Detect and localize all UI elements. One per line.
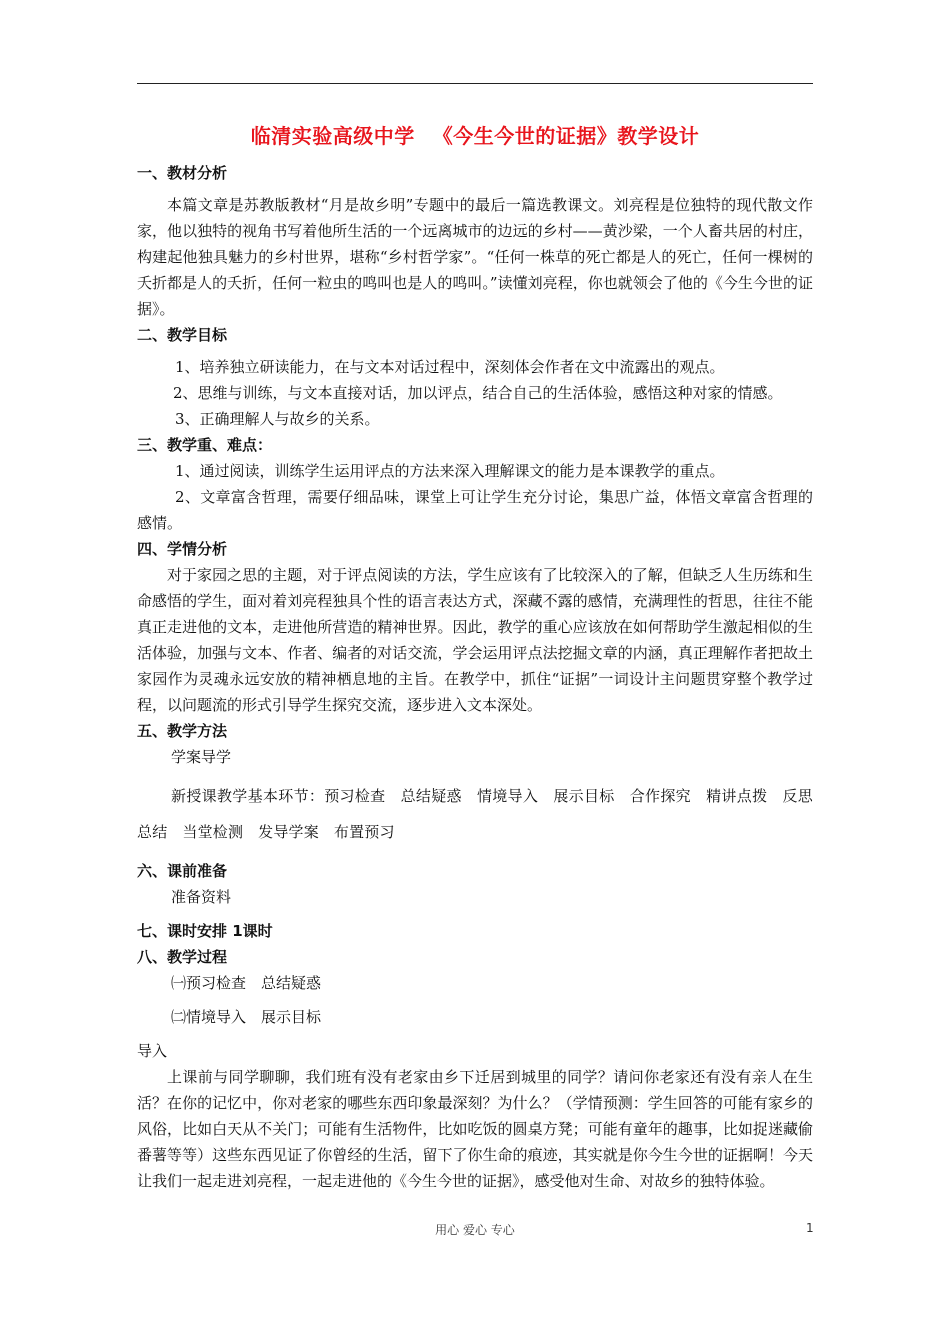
title-course: 《今生今世的证据》教学设计 [432,124,700,148]
objective-item-3: 3、正确理解人与故乡的关系。 [175,410,380,428]
process-step-1: ㈠预习检查 总结疑惑 [171,974,322,992]
section-heading-7: 七、课时安排 1课时 [137,922,273,940]
preparation-text: 准备资料 [171,888,232,906]
section-heading-6: 六、课前准备 [137,862,228,880]
section-heading-2: 二、教学目标 [137,326,228,344]
teaching-method: 学案导学 [171,748,232,766]
document-body [137,160,813,1194]
objective-item-2: 2、思维与训练，与文本直接对话，加以评点，结合自己的生活体验，感悟这种对家的情感。 [173,384,783,402]
lesson-steps: 新授课教学基本环节：预习检查 总结疑惑 情境导入 展示目标 合作探究 精讲点拨 反思总结 当堂检测 发导学案 布置预习 [137,787,813,841]
section-heading-8: 八、教学过程 [137,948,228,966]
objective-item-1: 1、培养独立研读能力，在与文本对话过程中，深刻体会作者在文中流露出的观点。 [175,358,725,376]
header-rule [137,83,813,84]
intro-paragraph: 上课前与同学聊聊，我们班有没有老家由乡下迁居到城里的同学？请问你老家还有没有亲人在生活？在你的记忆中，你对老家的哪些东西印象最深刻？为什么？（学情预测：学生回答的可能有家乡的风俗，比如白天从不关门；可能有生活物件，比如吃饭的圆桌方凳；可能有童年的趣事，比如捉迷藏偷番薯等等）这些东西见证了你曾经的生活，留下了你生命的痕迹，其实就是你今生今世的证据啊！今天让我们一起走进刘亮程，一起走进他的《今生今世的证据》，感受他对生命、对故乡的独特体验。 [137,1068,813,1190]
footer-motto: 用心 爱心 专心 [435,1223,515,1237]
section-heading-4: 四、学情分析 [137,540,228,558]
process-step-2: ㈡情境导入 展示目标 [171,1008,322,1026]
document-title [137,120,813,149]
section-heading-3: 三、教学重、难点： [137,436,273,454]
key-point-2: 2、文章富含哲理，需要仔细品味，课堂上可让学生充分讨论，集思广益，体悟文章富含哲理的感情。 [137,488,813,532]
intro-label: 导入 [137,1042,168,1060]
section-heading-5: 五、教学方法 [137,722,228,740]
key-point-1: 1、通过阅读，训练学生运用评点的方法来深入理解课文的能力是本课教学的重点。 [175,462,725,480]
page-number: 1 [806,1221,814,1235]
title-school: 临清实验高级中学 [250,124,415,148]
section-4-paragraph: 对于家园之思的主题，对于评点阅读的方法，学生应该有了比较深入的了解，但缺乏人生历练和生命感悟的学生，面对着刘亮程独具个性的语言表达方式，深藏不露的感情，充满理性的哲思，往往不能真正走进他的文本，走进他所营造的精神世界。因此，教学的重心应该放在如何帮助学生激起相似的生活体验，加强与文本、作者、编者的对话交流，学会运用评点法挖掘文章的内涵，真正理解作者把故土家园作为灵魂永远安放的精神栖息地的主旨。在教学中，抓住“证据”一词设计主问题贯穿整个教学过程，以问题流的形式引导学生探究交流，逐步进入文本深处。 [137,566,813,714]
section-1-paragraph: 本篇文章是苏教版教材“月是故乡明”专题中的最后一篇选教课文。刘亮程是位独特的现代散文作家，他以独特的视角书写着他所生活的一个远离城市的边远的乡村——黄沙梁，一个人畜共居的村庄，构建起他独具魅力的乡村世界，堪称“乡村哲学家”。“任何一株草的死亡都是人的死亡，任何一棵树的夭折都是人的夭折，任何一粒虫的鸣叫也是人的鸣叫。”读懂刘亮程，你也就领会了他的《今生今世的证据》。 [137,196,813,318]
section-heading-1: 一、教材分析 [137,164,228,182]
